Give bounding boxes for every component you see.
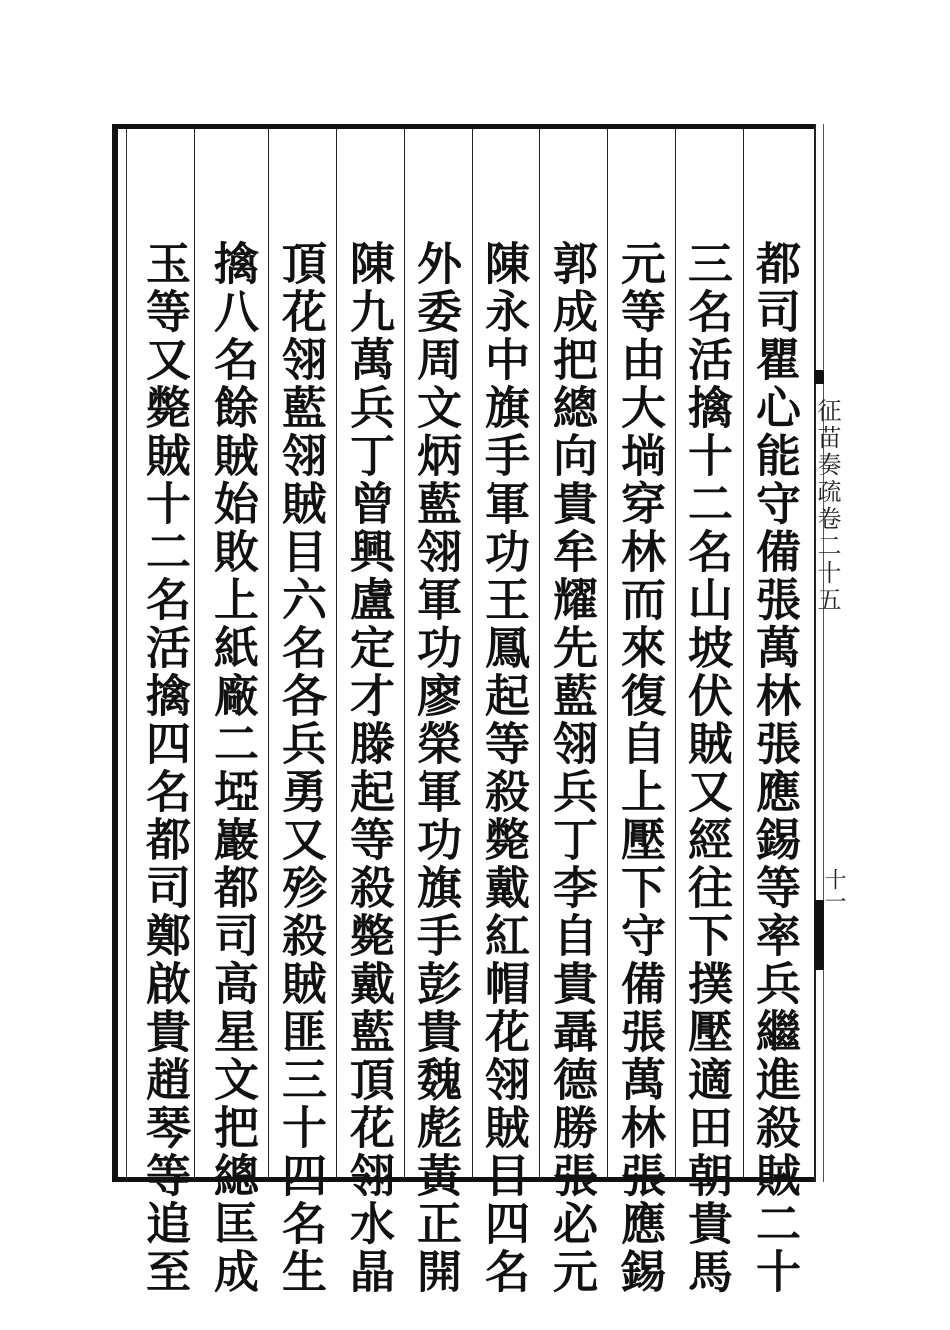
fold-fishtail-top [814,370,824,384]
column-rule [743,129,744,1177]
text-column-10: 玉等又斃賊十二名活擒四名都司鄭啟貴趙琴等追至 [138,240,191,1296]
text-column-7: 陳九萬兵丁曾興盧定才滕起等殺斃戴藍頂花翎水晶 [342,240,395,1296]
column-rule [336,129,337,1177]
fold-page-number: 十一 [821,868,846,912]
column-rule [404,129,405,1177]
fold-title: 征苗奏疏卷二十五 [813,398,841,614]
column-rule [472,129,473,1177]
column-rule [194,129,195,1177]
text-column-9: 擒八名餘賊始敗上紙廠二埡巖都司高星文把總匡成 [206,240,259,1296]
text-column-6: 外委周文炳藍翎軍功廖榮軍功旗手彭貴魏彪黃正開 [409,240,462,1296]
text-column-5: 陳永中旗手軍功王鳳起等殺斃戴紅帽花翎賊目四名 [477,240,530,1296]
column-rule [607,129,608,1177]
text-column-4: 郭成把總向貴牟耀先藍翎兵丁李自貴聶德勝張必元 [545,240,598,1296]
text-column-8: 頂花翎藍翎賊目六名各兵勇又殄殺賊匪三十四名生 [274,240,327,1296]
text-column-1: 都司瞿心能守備張萬林張應錫等率兵繼進殺賊二十 [748,240,801,1296]
column-rule [675,129,676,1177]
column-rule [268,129,269,1177]
column-rule [539,129,540,1177]
frame-inner-line [126,129,127,1177]
text-column-3: 元等由大埫穿林而來復自上壓下守備張萬林張應錫 [613,240,666,1296]
fold-strip [814,124,824,1182]
text-column-2: 三名活擒十二名山坡伏賊又經往下撲壓適田朝貴馬 [680,240,733,1296]
